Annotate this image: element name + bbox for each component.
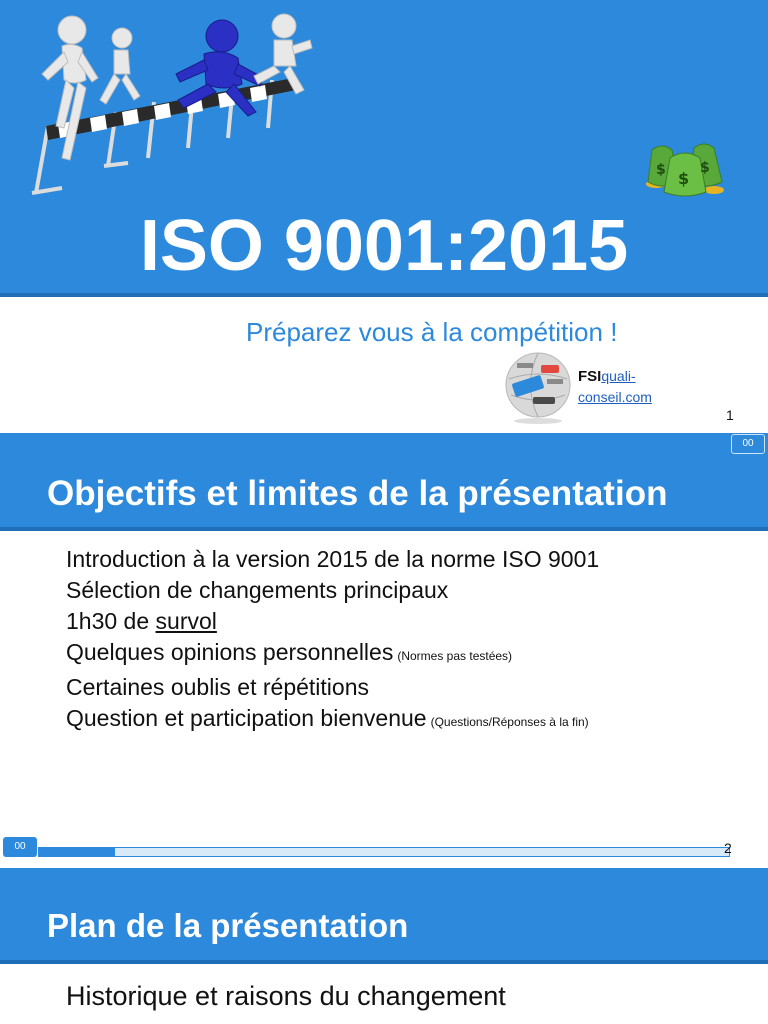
qualite-globe-icon (503, 349, 573, 425)
item-text: Historique et raisons du changement (66, 981, 506, 1011)
slide-title: ISO 9001:2015 (139, 206, 629, 286)
page-number: 1 (726, 407, 734, 423)
list-item (66, 575, 599, 606)
item-note: (Questions/Réponses à la fin) (430, 715, 589, 729)
fsi-brand: FSI (578, 368, 602, 385)
item-text: 1h30 de (66, 608, 156, 634)
list-item (66, 637, 599, 672)
item-text: Sélection de changements principaux (66, 577, 449, 603)
list-item (66, 978, 506, 1014)
slide-counter: 00 (731, 434, 765, 454)
slide-subtitle: Préparez vous à la compétition ! (246, 317, 618, 347)
page-number: 2 (724, 840, 732, 856)
item-text: Certaines oublis et répétitions (66, 674, 369, 700)
title-band-edge (0, 527, 768, 531)
svg-text:$: $ (700, 160, 710, 176)
site-link-part1[interactable]: quali- (601, 368, 636, 384)
item-underlined-text: survol (155, 608, 217, 634)
slide-counter-bottom: 00 (3, 837, 37, 857)
list-item (66, 703, 599, 738)
progress-fill (39, 848, 115, 856)
money-bags-icon (642, 136, 728, 198)
title-band-edge (0, 960, 768, 964)
item-text: Quelques opinions personnelles (66, 639, 394, 665)
list-item (66, 606, 599, 637)
svg-text:$: $ (656, 162, 666, 178)
list-item (66, 544, 599, 575)
svg-text:$: $ (678, 169, 690, 188)
bullet-list (66, 544, 599, 738)
item-text: Question et participation bienvenue (66, 705, 427, 731)
progress-bar (38, 847, 730, 857)
list-item (66, 672, 599, 703)
slide-title: Plan de la présentation (47, 907, 409, 944)
slide-title: Objectifs et limites de la présentation (47, 474, 668, 513)
bullet-list (66, 978, 506, 1014)
fsi-logo (578, 366, 652, 407)
hurdle-race-icon (28, 8, 313, 200)
item-text: Introduction à la version 2015 de la norme ISO 9001 (66, 546, 600, 572)
title-band-edge (0, 293, 768, 297)
item-note: (Normes pas testées) (397, 649, 513, 663)
site-link-part2[interactable]: conseil.com (578, 389, 652, 405)
